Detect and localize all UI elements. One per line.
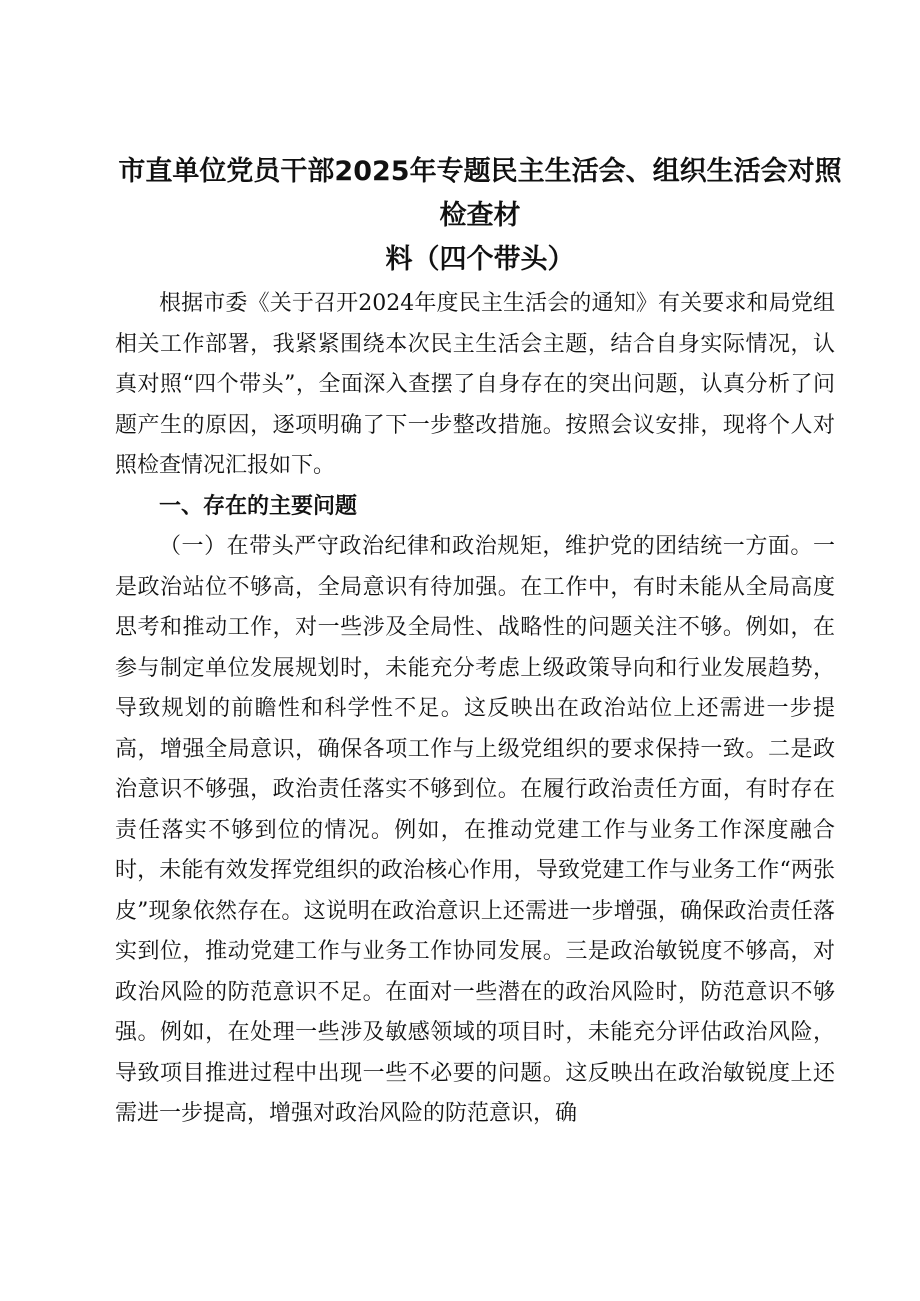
document-title bbox=[110, 150, 850, 282]
document-body bbox=[115, 284, 835, 1135]
title-line-1: 市直单位党员干部2025年专题民主生活会、组织生活会对照检查材 bbox=[118, 156, 842, 231]
title-line-2: 料（四个带头） bbox=[385, 244, 575, 275]
section-1-paragraph-1: （一）在带头严守政治纪律和政治规矩，维护党的团结统一方面。一是政治站位不够高，全局意识有待加强。在工作中，有时未能从全局高度思考和推动工作，对一些涉及全局性、战略性的问题关注不够。例如，在参与制定单位发展规划时，未能充分考虑上级政策导向和行业发展趋势，导致规划的前瞻性和科学性不足。这反映出在政治站位上还需进一步提高，增强全局意识，确保各项工作与上级党组织的要求保持一致。二是政治意识不够强，政治责任落实不够到位。在履行政治责任方面，有时存在责任落实不够到位的情况。例如，在推动党建工作与业务工作深度融合时，未能有效发挥党组织的政治核心作用，导致党建工作与业务工作“两张皮”现象依然存在。这说明在政治意识上还需进一步增强，确保政治责任落实到位，推动党建工作与业务工作协同发展。三是政治敏锐度不够高，对政治风险的防范意识不足。在面对一些潜在的政治风险时，防范意识不够强。例如，在处理一些涉及敏感领域的项目时，未能充分评估政治风险，导致项目推进过程中出现一些不必要的问题。这反映出在政治敏锐度上还需进一步提高，增强对政治风险的防范意识，确 bbox=[115, 534, 835, 1126]
intro-paragraph: 根据市委《关于召开2024年度民主生活会的通知》有关要求和局党组相关工作部署，我紧紧围绕本次民主生活会主题，结合自身实际情况，认真对照“四个带头”，全面深入查摆了自身存在的突出问题，认真分析了问题产生的原因，逐项明确了下一步整改措施。按照会议安排，现将个人对照检查情况汇报如下。 bbox=[115, 291, 835, 478]
section-heading-1: 一、存在的主要问题 bbox=[159, 493, 358, 519]
